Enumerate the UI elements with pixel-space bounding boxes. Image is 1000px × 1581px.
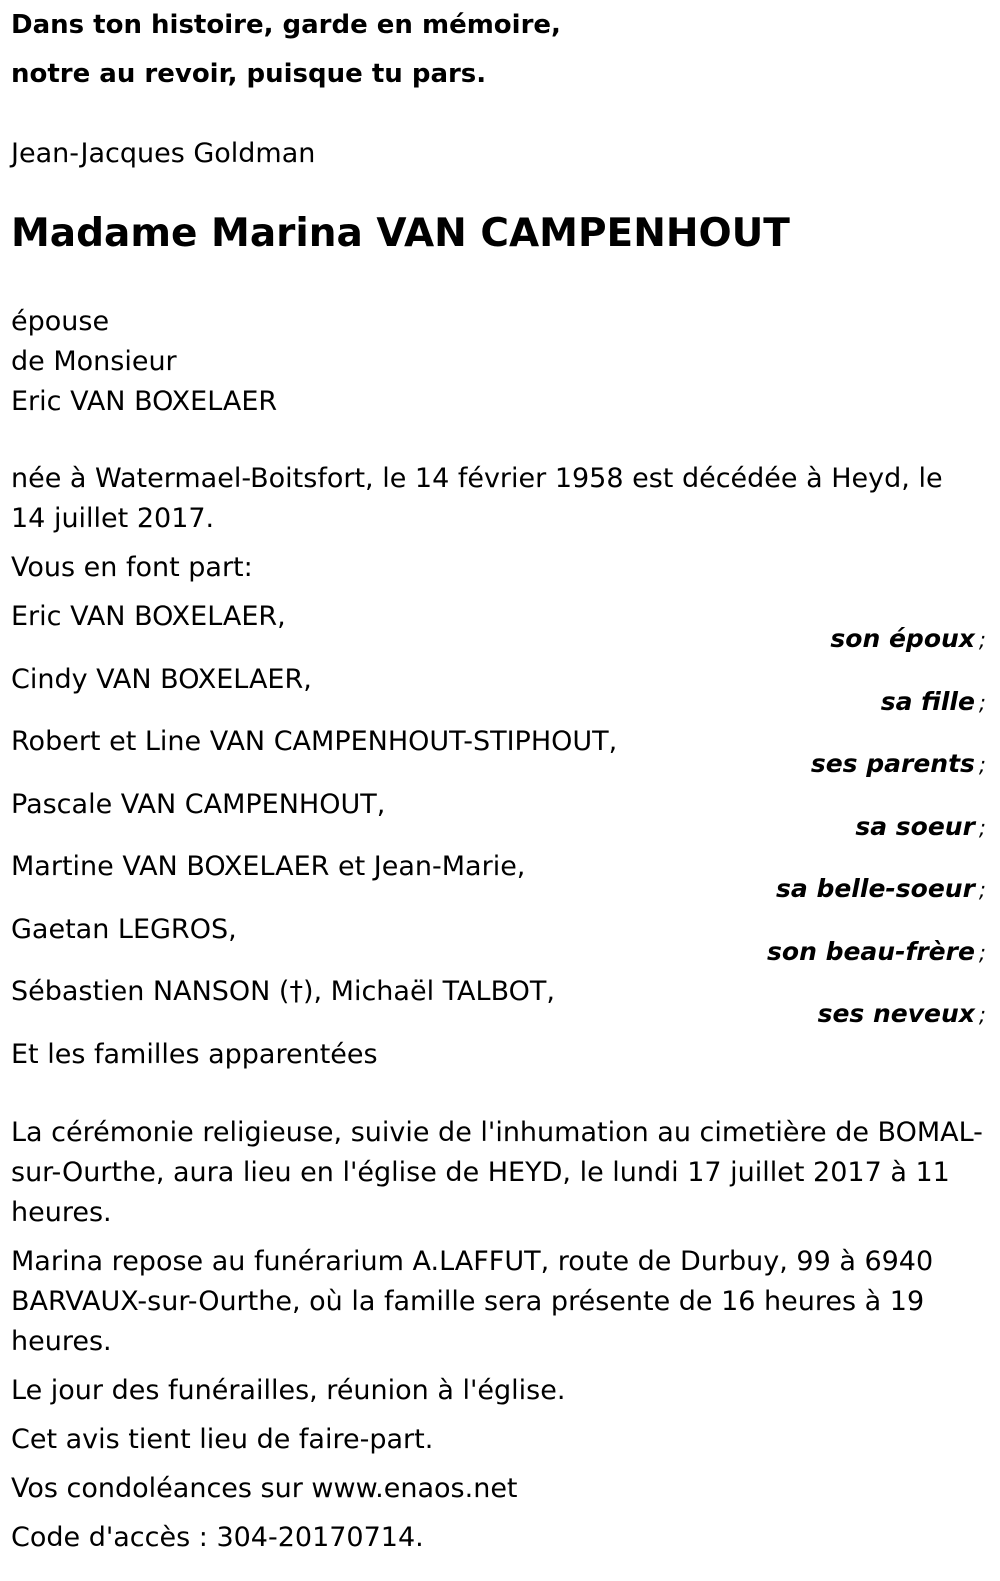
family-member-relation <box>855 811 986 844</box>
relation-separator: ; <box>978 940 986 965</box>
relation-label: sa fille <box>880 686 975 716</box>
relation-separator: ; <box>978 628 986 652</box>
relation-separator: ; <box>978 690 986 715</box>
funerarium-text: Marina repose au funérarium A.LAFFUT, route de Durbuy, 99 à 6940 BARVAUX-sur-Ourthe, où la famille sera présente de 16 heures à 19 heures. <box>11 1246 934 1357</box>
relation-label: sa soeur <box>855 811 975 841</box>
relation-label: son époux <box>830 624 975 653</box>
family-member <box>11 785 986 848</box>
family-member <box>11 847 986 910</box>
relation-label: ses neveux <box>817 999 975 1028</box>
meeting-text: Le jour des funérailles, réunion à l'église. <box>11 1375 566 1406</box>
spouse-line-1: épouse <box>11 306 110 337</box>
spouse-block <box>11 302 277 422</box>
family-member-relation <box>881 686 986 719</box>
relation-separator: ; <box>978 753 986 777</box>
family-member-name: Pascale VAN CAMPENHOUT, <box>11 788 386 820</box>
family-member-relation <box>811 748 986 781</box>
spouse-line-2: de Monsieur <box>11 346 177 377</box>
family-member-name: Robert et Line VAN CAMPENHOUT-STIPHOUT, <box>11 726 618 757</box>
family-member-name: Gaetan LEGROS, <box>11 913 237 945</box>
relation-label: son beau-frère <box>767 936 975 966</box>
notice-text: Cet avis tient lieu de faire-part. <box>11 1424 434 1455</box>
birth-death-text: née à Watermael-Boitsfort, le 14 février 1958 est décédée à Heyd, le 14 juillet 2017. <box>11 463 943 534</box>
access-code-text: Code d'accès : 304-20170714. <box>11 1522 424 1553</box>
family-member <box>11 660 986 723</box>
relation-label: ses parents <box>810 749 975 778</box>
relation-separator: ; <box>978 878 986 902</box>
family-member-name-part-1: Sébastien NANSON ( <box>11 976 290 1007</box>
family-member <box>11 722 986 785</box>
family-member <box>11 972 986 1035</box>
family-member <box>11 597 986 660</box>
quote-line-1: Dans ton histoire, garde en mémoire, <box>11 10 561 40</box>
spouse-name: Eric VAN BOXELAER <box>11 386 278 417</box>
family-list <box>11 597 986 1035</box>
quote-author: Jean-Jacques Goldman <box>11 138 316 169</box>
family-member-name: Cindy VAN BOXELAER, <box>11 663 312 695</box>
family-member-relation <box>830 623 986 656</box>
ceremony-text: La cérémonie religieuse, suivie de l'inhumation au cimetière de BOMAL-sur-Ourthe, aura lieu en l'église de HEYD, le lundi 17 juillet 2017 à 11 heures. <box>11 1117 983 1228</box>
family-member <box>11 910 986 973</box>
quote-line-2: notre au revoir, puisque tu pars. <box>11 59 487 89</box>
relation-separator: ; <box>978 1003 986 1027</box>
relation-separator: ; <box>978 815 986 840</box>
cross-icon: † <box>289 976 303 1007</box>
ceremony-details <box>11 1113 986 1567</box>
family-member-name-part-2: ), Michaël TALBOT, <box>302 976 555 1007</box>
family-member-name: Martine VAN BOXELAER et Jean-Marie, <box>11 851 526 882</box>
condolences-text: Vos condoléances sur www.enaos.net <box>11 1473 518 1504</box>
family-member-name <box>11 972 555 1012</box>
deceased-name-title: Madame Marina VAN CAMPENHOUT <box>11 211 790 256</box>
family-member-name: Eric VAN BOXELAER, <box>11 601 286 632</box>
announcement-text: Vous en font part: <box>11 552 253 583</box>
family-member-relation <box>776 873 986 906</box>
family-member-relation <box>767 936 986 969</box>
related-families-text: Et les familles apparentées <box>11 1039 378 1070</box>
family-member-relation <box>818 998 986 1031</box>
relation-label: sa belle-soeur <box>776 874 975 903</box>
